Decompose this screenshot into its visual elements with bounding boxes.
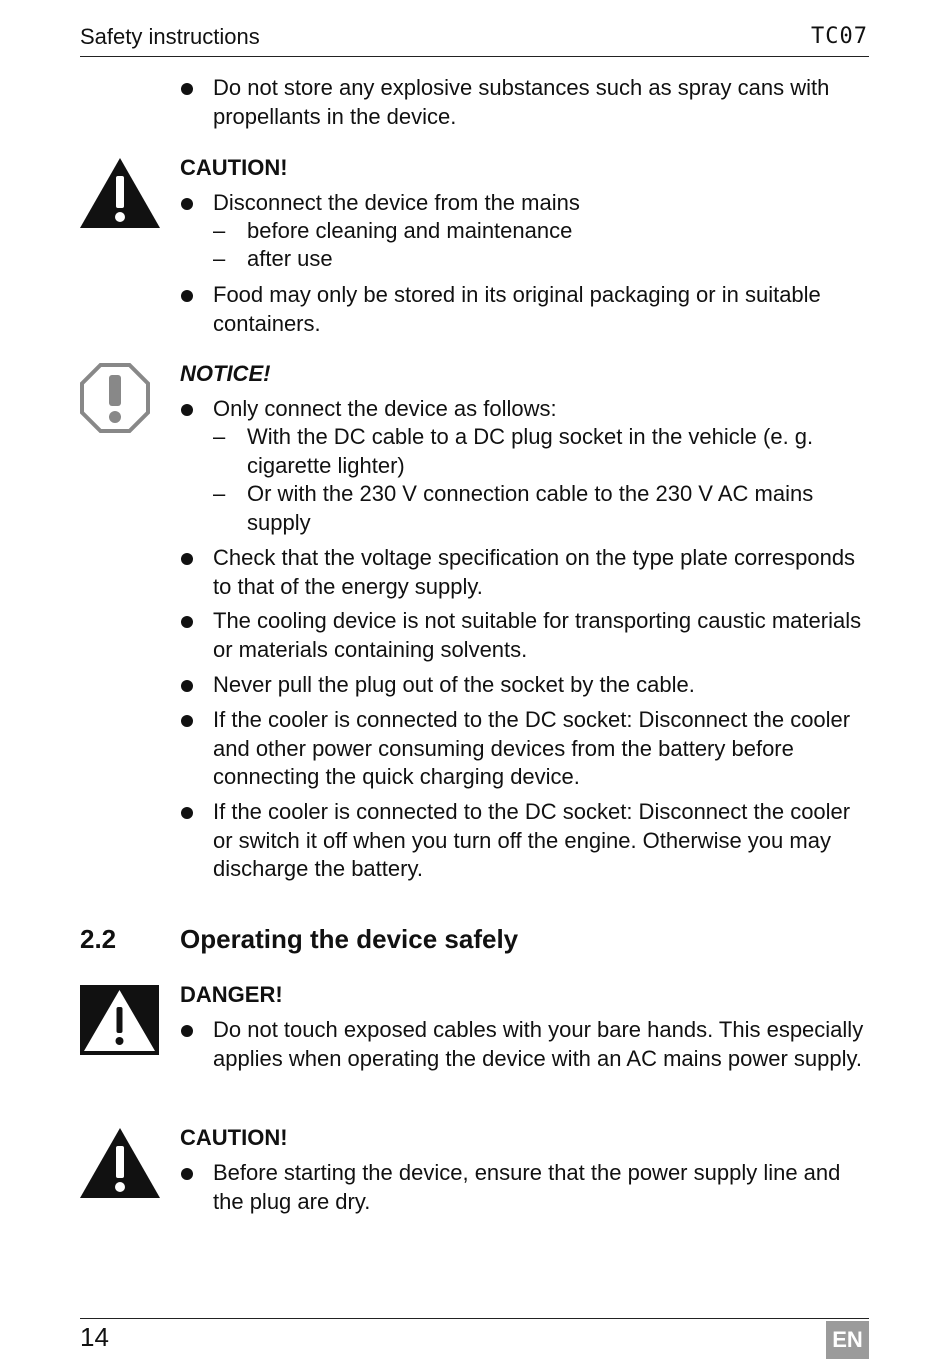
notice-bullet-engine: If the cooler is connected to the DC socket: Disconnect the cooler or switch it off when you turn off the engine. Otherwise you may discharge the battery. xyxy=(213,799,851,881)
danger-warning-icon xyxy=(80,985,159,1055)
bullet-dot xyxy=(181,1025,193,1037)
bullet-dot xyxy=(181,83,193,95)
dash-marker: – xyxy=(213,424,226,449)
bullet-dot xyxy=(181,404,193,416)
notice-sub-dc-cable: With the DC cable to a DC plug socket in the vehicle (e. g. cigarette lighter) xyxy=(247,424,814,478)
notice-bullet-plug: Never pull the plug out of the socket by the cable. xyxy=(213,672,695,697)
danger-bullet-cables: Do not touch exposed cables with your bare hands. This especially applies when operating the device with an AC mains power supply. xyxy=(213,1017,864,1071)
dash-marker: – xyxy=(213,481,226,506)
caution-warning-icon xyxy=(80,1128,160,1198)
running-header-section: Safety instructions xyxy=(80,24,260,49)
dash-marker: – xyxy=(213,218,226,243)
bullet-dot xyxy=(181,807,193,819)
caution-bullet-food: Food may only be stored in its original packaging or in suitable containers. xyxy=(213,282,821,336)
caution-sub-cleaning: before cleaning and maintenance xyxy=(247,218,573,243)
caution-bullet-disconnect: Disconnect the device from the mains xyxy=(213,190,580,215)
caution-warning-icon xyxy=(80,158,160,228)
section-number: 2.2 xyxy=(80,924,117,954)
notice-bullet-voltage: Check that the voltage specification on the type plate corresponds to that of the energy supply. xyxy=(213,545,856,599)
bullet-dot xyxy=(181,290,193,302)
caution-bullet-dry: Before starting the device, ensure that the power supply line and the plug are dry. xyxy=(213,1160,841,1214)
bullet-dot xyxy=(181,553,193,565)
header-rule xyxy=(80,56,869,57)
dash-marker: – xyxy=(213,246,226,271)
notice-bullet-caustic: The cooling device is not suitable for transporting caustic materials or materials containing solvents. xyxy=(213,608,862,662)
notice-label: NOTICE! xyxy=(180,361,271,386)
language-badge: EN xyxy=(826,1321,869,1359)
notice-octagon-icon xyxy=(80,363,150,433)
bullet-dot xyxy=(181,616,193,628)
caution-label: CAUTION! xyxy=(180,1125,288,1150)
notice-bullet-quick-charge: If the cooler is connected to the DC socket: Disconnect the cooler and other power consuming devices from the battery before connecting the quick charging device. xyxy=(213,707,851,789)
bullet-dot xyxy=(181,680,193,692)
intro-bullet-text: Do not store any explosive substances such as spray cans with propellants in the device. xyxy=(213,75,830,129)
bullet-dot xyxy=(181,198,193,210)
caution-sub-after-use: after use xyxy=(247,246,333,271)
caution-label: CAUTION! xyxy=(180,155,288,180)
bullet-dot xyxy=(181,1168,193,1180)
notice-sub-ac-cable: Or with the 230 V connection cable to the 230 V AC mains supply xyxy=(247,481,814,535)
running-header-model: TC07 xyxy=(811,24,868,49)
bullet-dot xyxy=(181,715,193,727)
footer-rule xyxy=(80,1318,869,1319)
section-title: Operating the device safely xyxy=(180,924,519,954)
notice-bullet-connect: Only connect the device as follows: xyxy=(213,396,557,421)
danger-label: DANGER! xyxy=(180,982,283,1007)
page-number: 14 xyxy=(80,1322,109,1352)
